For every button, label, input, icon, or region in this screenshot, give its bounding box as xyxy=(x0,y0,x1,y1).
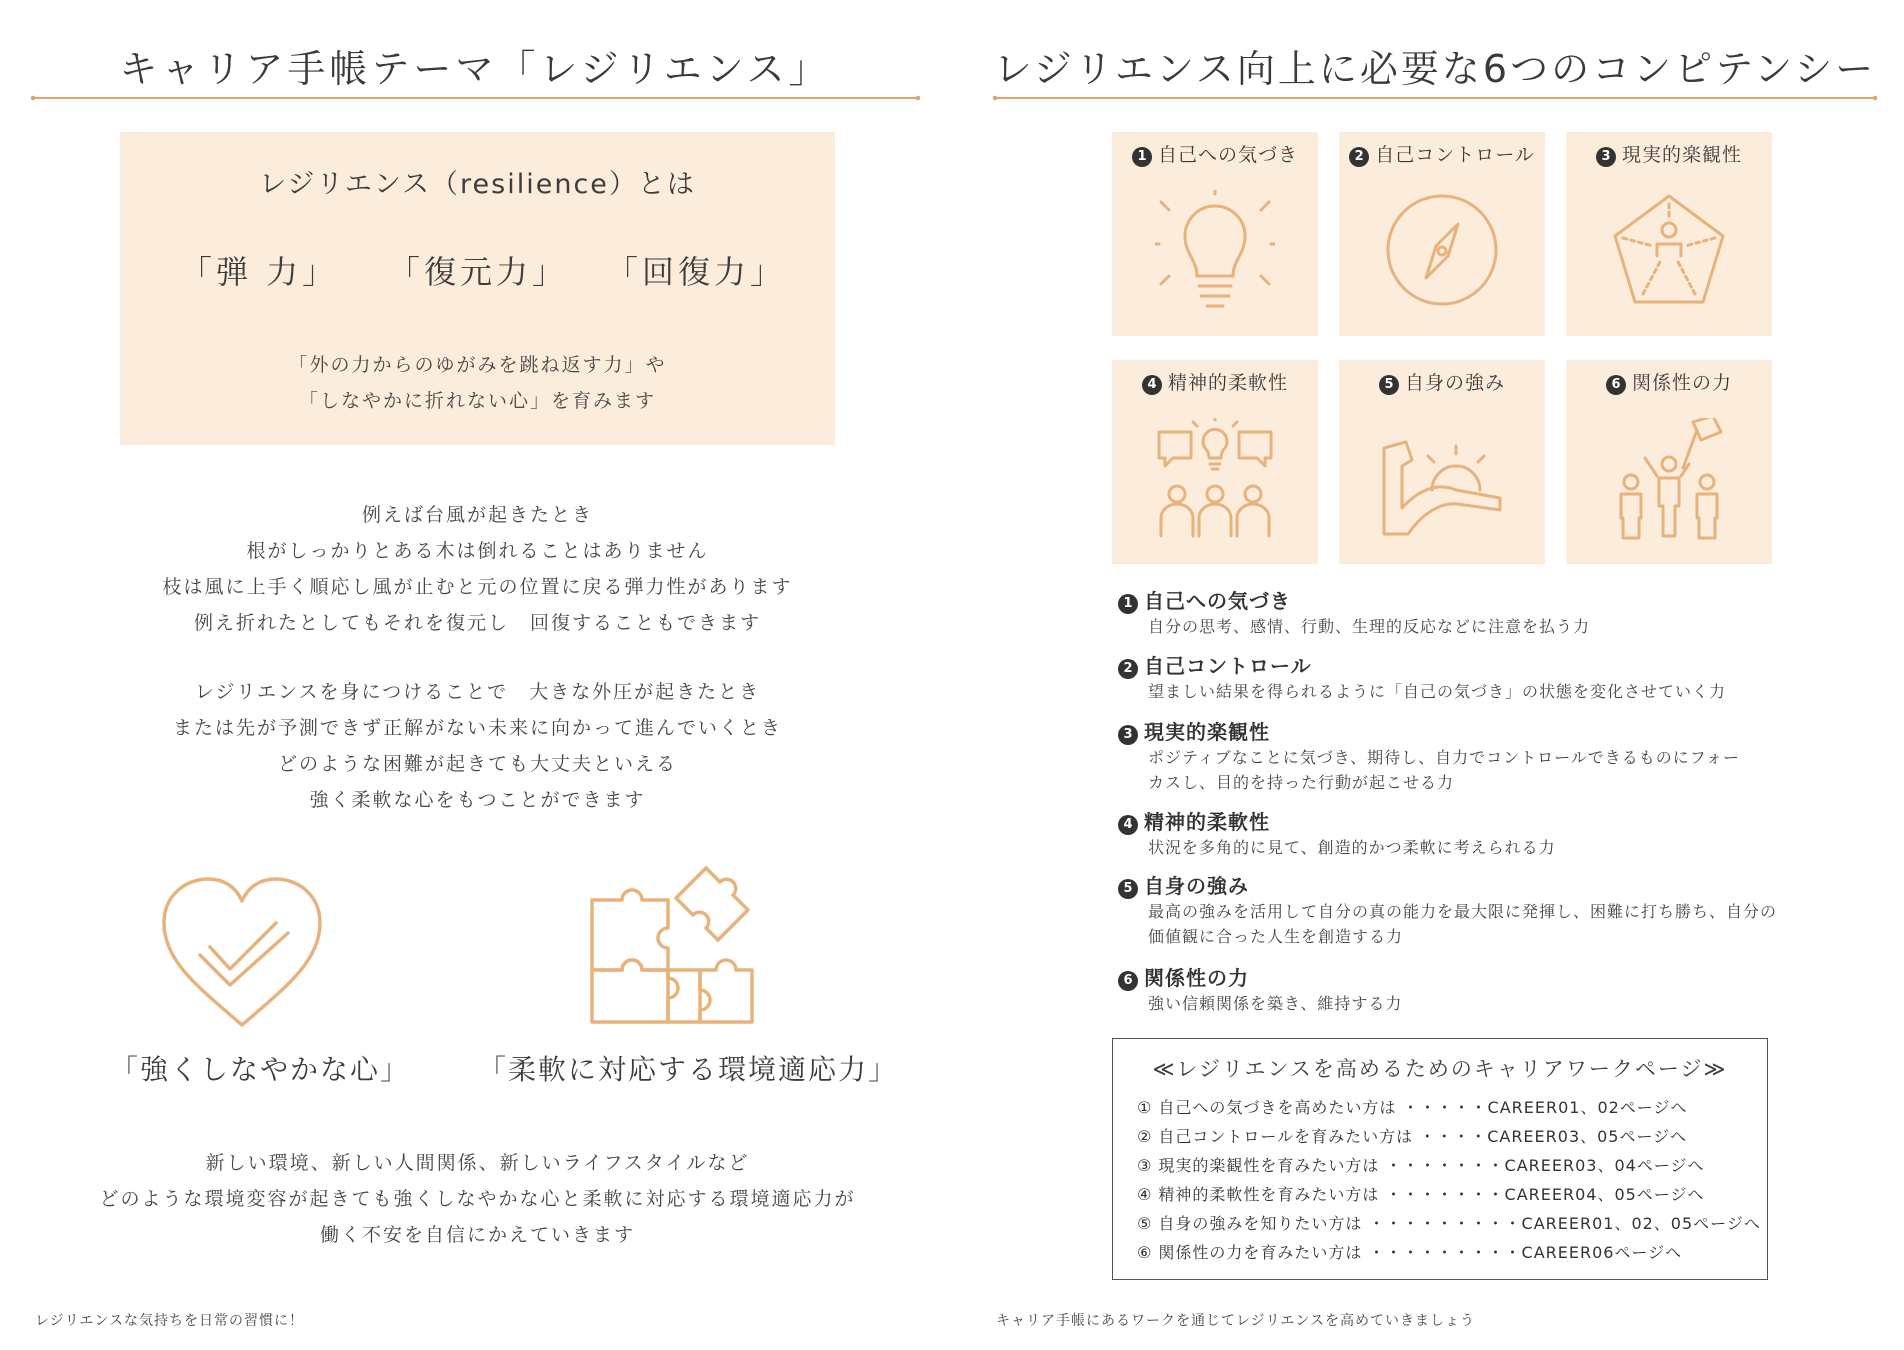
competency-5 xyxy=(1118,870,1778,949)
competency-title: 1 自己への気づき xyxy=(1118,585,1778,614)
tile-label: 3 現実的楽観性 xyxy=(1566,140,1772,167)
competency-2 xyxy=(1118,650,1778,704)
body3-line: 新しい環境、新しい人間関係、新しいライフスタイルなど xyxy=(205,1152,750,1174)
definition-box xyxy=(120,132,835,445)
definition-line-2: 「しなやかに折れない心」を育みます xyxy=(298,390,656,412)
competency-desc: 最高の強みを活用して自分の真の能力を最大限に発揮し、困難に打ち勝ち、自分の価値観に合った人生を創造する力 xyxy=(1148,902,1778,946)
tile-mental-flexibility xyxy=(1112,360,1318,564)
body-paragraph-3 xyxy=(40,1145,915,1253)
tile-relationship-power xyxy=(1566,360,1772,564)
body2-line: または先が予測できず正解がない未来に向かって進んでいくとき xyxy=(172,717,782,739)
body2-line: どのような困難が起きても大丈夫といえる xyxy=(277,753,677,775)
strong-arm-icon xyxy=(1382,418,1502,544)
definition-heading: レジリエンス（resilience）とは xyxy=(259,169,696,200)
keyword-elasticity: 「弾 力」 xyxy=(180,253,339,291)
heart-check-icon xyxy=(158,875,326,1030)
tile-self-awareness xyxy=(1112,132,1318,336)
tile-label: 1 自己への気づき xyxy=(1112,140,1318,167)
competency-3 xyxy=(1118,716,1778,795)
competency-6 xyxy=(1118,962,1778,1016)
competency-title: 4 精神的柔軟性 xyxy=(1118,806,1778,835)
competency-title: 2 自己コントロール xyxy=(1118,650,1778,679)
body3-line: 働く不安を自信にかえていきます xyxy=(319,1224,635,1246)
work-item: ② 自己コントロールを育みたい方は ・・・・CAREER03、05ページへ xyxy=(1137,1127,1688,1146)
body1-line: 例え折れたとしてもそれを復元し 回復することもできます xyxy=(193,612,761,634)
body-paragraph-1 xyxy=(40,497,915,641)
body2-line: レジリエンスを身につけることで 大きな外圧が起きたとき xyxy=(194,681,761,703)
body3-line: どのような環境変容が起きても強くしなやかな心と柔軟に対応する環境適応力が xyxy=(99,1188,856,1210)
right-footer: キャリア手帳にあるワークを通じてレジリエンスを高めていきましょう xyxy=(996,1313,1475,1329)
icon-label-resilient-heart: 「強くしなやかな心」 xyxy=(110,1053,411,1086)
work-item: ④ 精神的柔軟性を育みたい方は ・・・・・・・CAREER04、05ページへ xyxy=(1137,1185,1705,1204)
tile-label: 4 精神的柔軟性 xyxy=(1112,368,1318,395)
competency-title: 3 現実的楽観性 xyxy=(1118,716,1778,745)
puzzle-icon xyxy=(588,858,758,1028)
team-flag-icon xyxy=(1609,418,1729,544)
tile-realistic-optimism xyxy=(1566,132,1772,336)
left-title-rule xyxy=(33,97,918,99)
tile-self-control xyxy=(1339,132,1545,336)
career-work-box xyxy=(1112,1038,1768,1280)
body1-line: 例えば台風が起きたとき xyxy=(361,504,593,526)
competency-desc: 望ましい結果を得られるように「自己の気づき」の状態を変化させていく力 xyxy=(1148,682,1727,701)
body2-line: 強く柔軟な心をもつことができます xyxy=(309,789,646,811)
keyword-recovery: 「回復力」 xyxy=(606,253,787,291)
tile-label: 2 自己コントロール xyxy=(1339,140,1545,167)
compass-icon xyxy=(1382,190,1502,316)
competency-4 xyxy=(1118,806,1778,860)
tile-own-strengths xyxy=(1339,360,1545,564)
body-paragraph-2 xyxy=(40,674,915,818)
keyword-restoration: 「復元力」 xyxy=(388,253,569,291)
competency-desc: 自分の思考、感情、行動、生理的反応などに注意を払う力 xyxy=(1148,617,1591,636)
tile-label: 6 関係性の力 xyxy=(1566,368,1772,395)
body1-line: 根がしっかりとある木は倒れることはありません xyxy=(246,540,709,562)
definition-line-1: 「外の力からのゆがみを跳ね返す力」や xyxy=(288,354,667,376)
work-item: ① 自己への気づきを高めたい方は ・・・・・CAREER01、02ページへ xyxy=(1137,1098,1688,1117)
work-box-list xyxy=(1137,1093,1761,1267)
left-page-title: キャリア手帳テーマ「レジリエンス」 xyxy=(119,47,831,91)
body1-line: 枝は風に上手く順応し風が止むと元の位置に戻る弾力性があります xyxy=(162,576,793,598)
left-footer: レジリエンスな気持ちを日常の習慣に！ xyxy=(35,1313,304,1329)
right-page-title: レジリエンス向上に必要な6つのコンピテンシー xyxy=(993,47,1877,91)
work-box-title: ≪レジリエンスを高めるためのキャリアワークページ≫ xyxy=(1152,1057,1728,1081)
lightbulb-icon xyxy=(1155,190,1275,316)
competency-title: 6 関係性の力 xyxy=(1118,962,1778,991)
competency-title: 5 自身の強み xyxy=(1118,870,1778,899)
pentagon-person-icon xyxy=(1609,190,1729,316)
work-item: ⑥ 関係性の力を育みたい方は ・・・・・・・・・CAREER06ページへ xyxy=(1137,1243,1683,1262)
competency-desc: 強い信頼関係を築き、維持する力 xyxy=(1148,994,1403,1013)
work-item: ⑤ 自身の強みを知りたい方は ・・・・・・・・・CAREER01、02、05ページへ xyxy=(1137,1214,1761,1233)
right-title-rule xyxy=(995,97,1875,99)
group-idea-icon xyxy=(1155,418,1275,544)
competency-1 xyxy=(1118,585,1778,639)
tile-label: 5 自身の強み xyxy=(1339,368,1545,395)
icon-label-adaptability: 「柔軟に対応する環境適応力」 xyxy=(478,1053,899,1086)
competency-desc: 状況を多角的に見て、創造的かつ柔軟に考えられる力 xyxy=(1148,838,1556,857)
competency-desc: ポジティブなことに気づき、期待し、自力でコントロールできるものにフォーカスし、目的を持った行動が起こせる力 xyxy=(1148,748,1740,792)
work-item: ③ 現実的楽観性を育みたい方は ・・・・・・・CAREER03、04ページへ xyxy=(1137,1156,1705,1175)
